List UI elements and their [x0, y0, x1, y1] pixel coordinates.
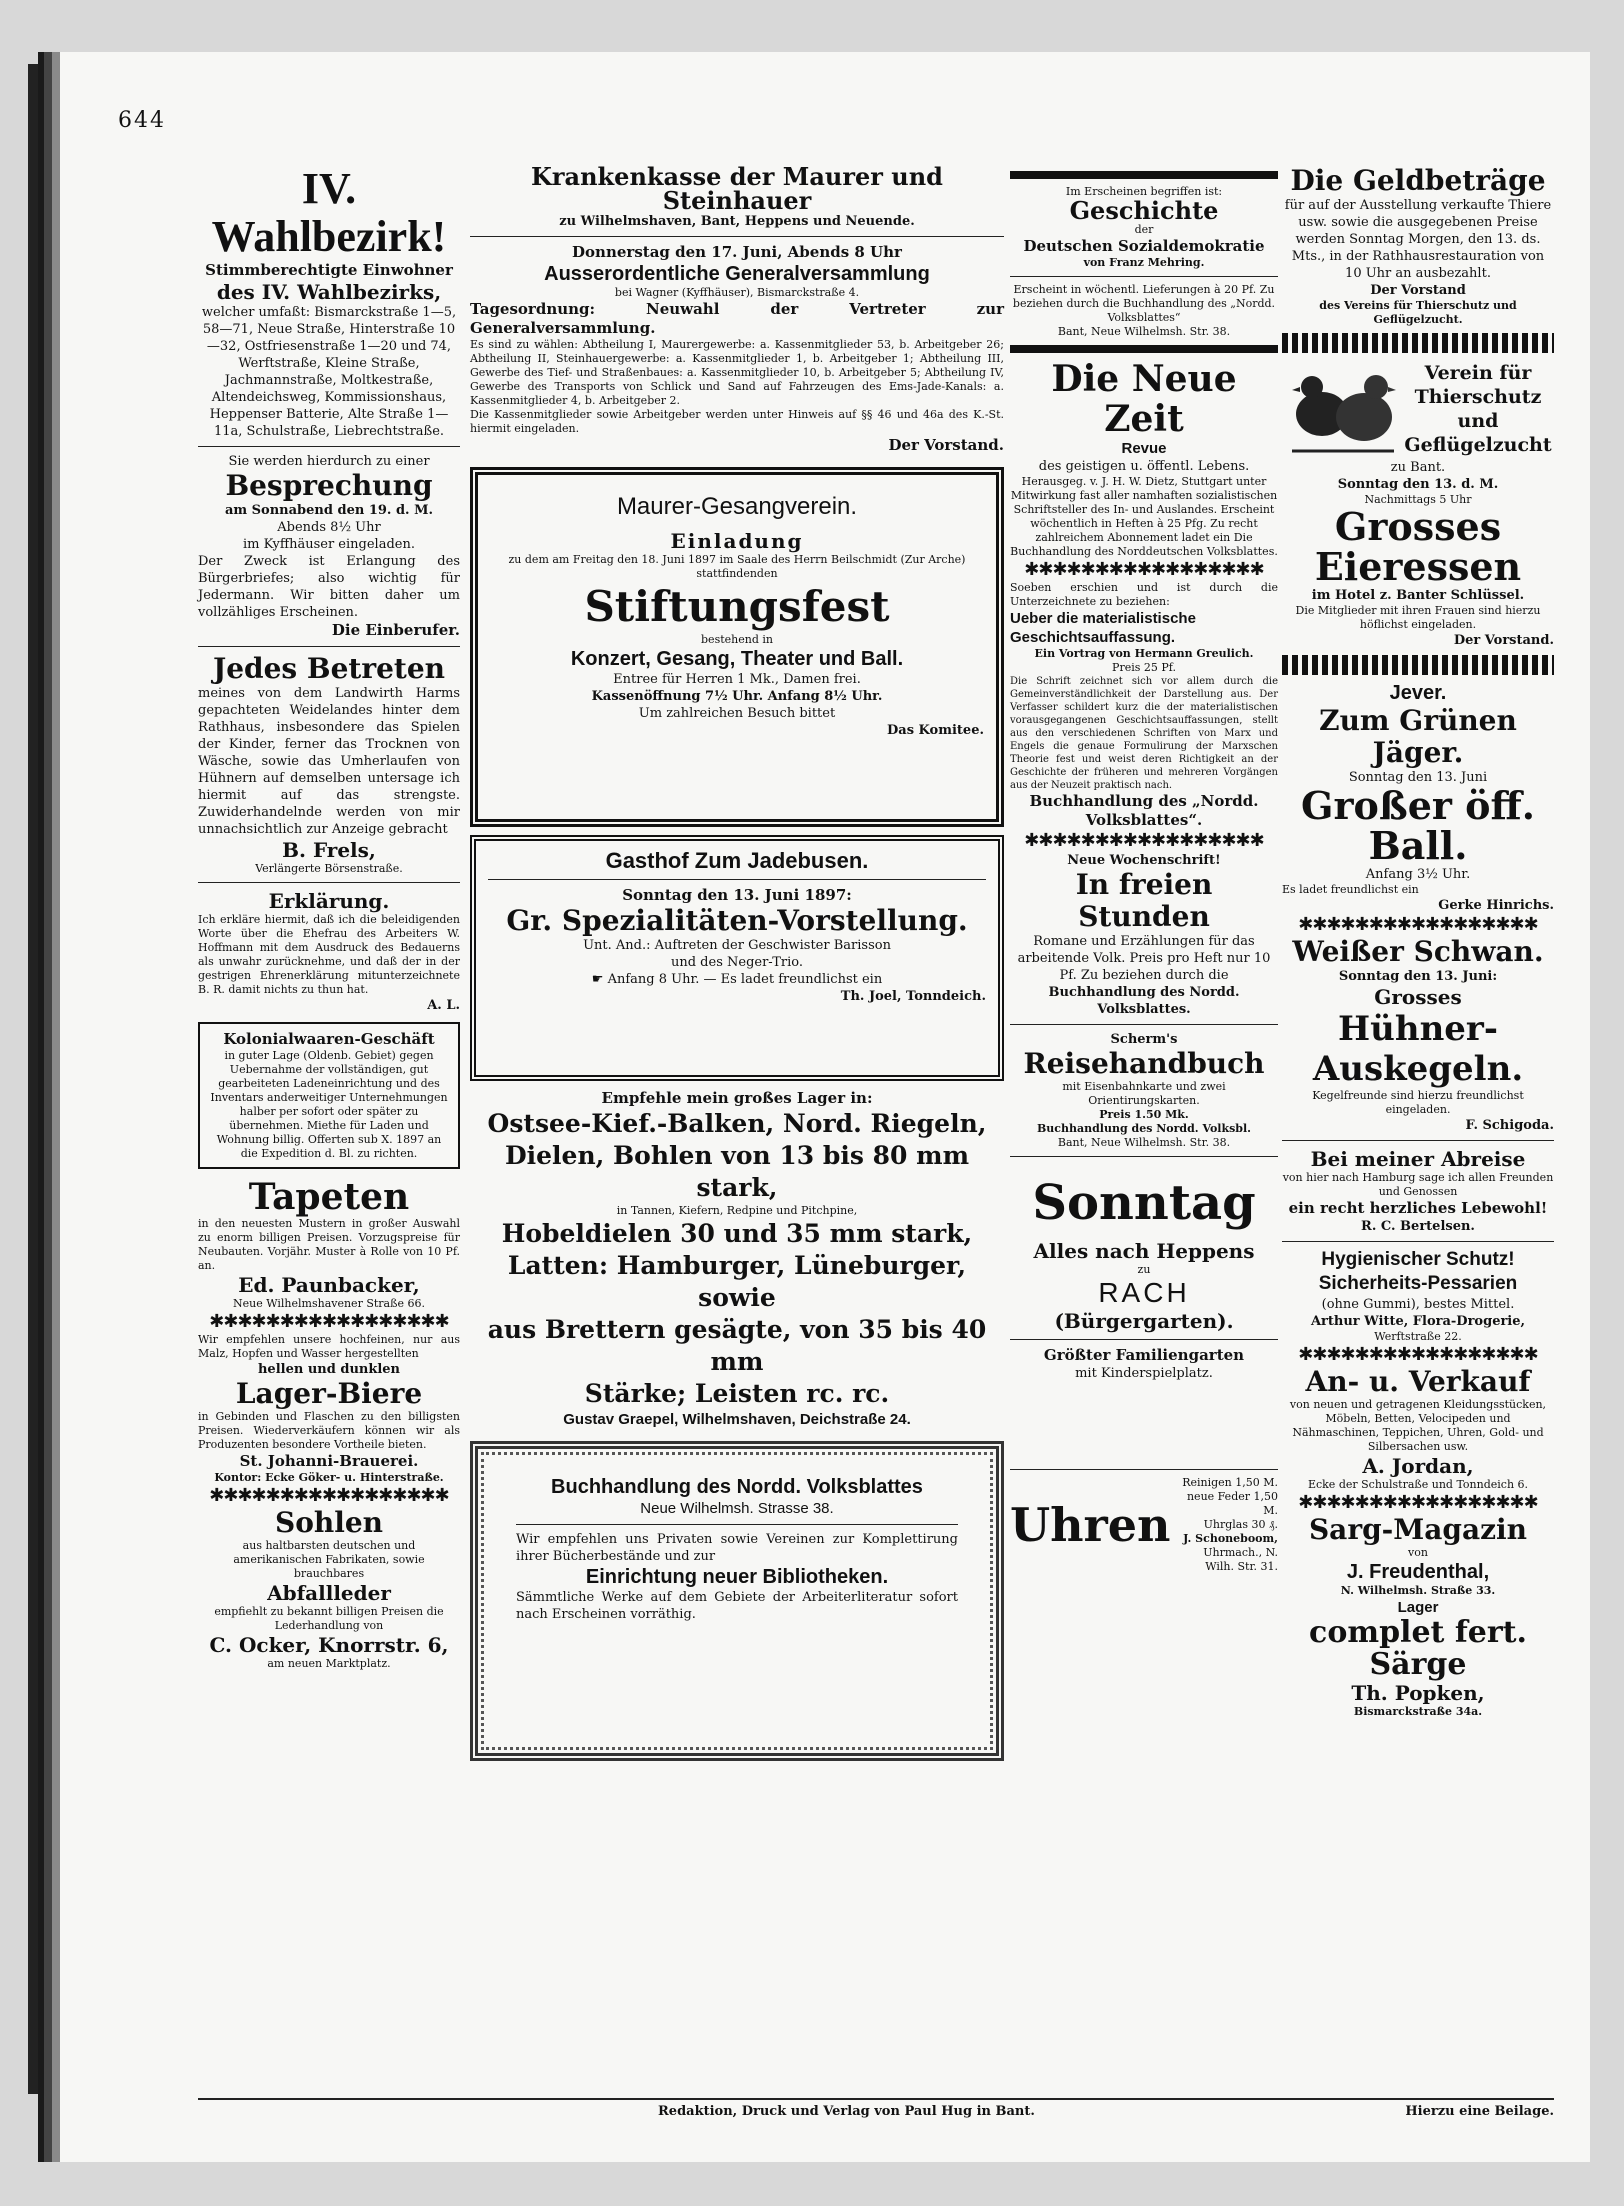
erkl-title: Erklärung. — [268, 889, 390, 913]
uh-sign: J. Schoneboom, — [1183, 1532, 1278, 1545]
abfall-body: empfiehlt zu bekannt billigen Preisen die Lederhandlung von — [214, 1605, 444, 1632]
sm-sign: J. Freudenthal, — [1346, 1561, 1490, 1583]
kk-sign: Der Vorstand. — [888, 436, 1004, 454]
kk-sub: zu Wilhelmshaven, Bant, Heppens und Neuende. — [559, 214, 915, 229]
holz-line-4: Hobeldielen 30 und 35 mm stark, — [501, 1219, 973, 1248]
ad-uhren — [1010, 1476, 1278, 1574]
holz-line-2: Dielen, Bohlen von 13 bis 80 mm stark, — [504, 1141, 970, 1202]
ab-sign: R. C. Bertelsen. — [1361, 1219, 1475, 1234]
ad-erklaerung — [198, 889, 460, 1014]
mg-time: Kassenöffnung 7½ Uhr. Anfang 8½ Uhr. — [591, 689, 883, 704]
so-title: Sonntag — [1032, 1175, 1256, 1231]
hy-addr: Werftstraße 22. — [1374, 1330, 1462, 1343]
fs-title: In freien Stunden — [1075, 868, 1213, 933]
sm-title: Sarg-Magazin — [1308, 1513, 1528, 1546]
tapeten-title: Tapeten — [248, 1176, 410, 1218]
ws-sign: F. Schigoda. — [1465, 1118, 1554, 1133]
sl-sign: Th. Popken, — [1351, 1681, 1485, 1705]
lager-sign: St. Johanni-Brauerei. — [239, 1452, 419, 1470]
ad-jever — [1282, 681, 1554, 914]
jv-event: Großer öff. Ball. — [1301, 783, 1535, 868]
binding-edge — [28, 64, 58, 2094]
wahl-sub1: Stimmberechtigte Einwohner — [205, 261, 453, 279]
ws-gross: Grosses — [1374, 985, 1462, 1009]
hy-title: Hygienischer Schutz! — [1321, 1249, 1515, 1270]
tapeten-body: in den neuesten Mustern in großer Auswahl zu enorm billigen Preisen. Vorzugspreise für Neubauten. Vorjähr. Muster à Rolle von 10 Pf. an. — [198, 1217, 460, 1272]
ad-gasthof-jadebusen — [470, 835, 1004, 1081]
ad-lagerbier — [198, 1333, 460, 1485]
sm-addr: N. Wilhelmsh. Straße 33. — [1340, 1584, 1496, 1597]
kk-agenda: Tagesordnung: Neuwahl der Vertreter zur Generalversammlung. — [470, 300, 1004, 337]
sl-addr: Bismarckstraße 34a. — [1353, 1705, 1483, 1718]
bh-title: Buchhandlung des Nordd. Volksblattes — [551, 1476, 923, 1498]
rh-sign: Buchhandlung des Nordd. Volksbl. — [1037, 1122, 1251, 1135]
uh-addr: Uhrmach., N. Wilh. Str. 31. — [1203, 1546, 1278, 1573]
gr-price: Preis 25 Pf. — [1112, 661, 1176, 674]
uh-line-2: neue Feder 1,50 M. — [1186, 1490, 1278, 1517]
gh-date: Sonntag den 13. Juni 1897: — [622, 886, 852, 904]
ad-an-verkauf — [1282, 1366, 1554, 1492]
wahl-invite: Sie werden hierdurch zu einer — [228, 454, 430, 469]
gh-sign: Th. Joel, Tonndeich. — [840, 989, 986, 1004]
ad-holz-graepel — [470, 1089, 1004, 1429]
rh-addr: Bant, Neue Wilhelmsh. Str. 38. — [1057, 1136, 1231, 1149]
gs-body: Erscheint in wöchentl. Lieferungen à 20 Pf. Zu beziehen durch die Buchhandlung des „Nordd. Volksblattes“ — [1012, 283, 1276, 324]
sm-von: von — [1408, 1546, 1428, 1559]
av-title: An- u. Verkauf — [1305, 1365, 1531, 1398]
ab-big: ein recht herzliches Lebewohl! — [1288, 1199, 1548, 1217]
besp-time: Abends 8½ Uhr — [277, 520, 381, 535]
mg-einladung: Einladung — [670, 529, 804, 553]
ad-abreise — [1282, 1147, 1554, 1235]
tv-body: Die Mitglieder mit ihren Frauen sind hierzu höflichst eingeladen. — [1295, 604, 1541, 631]
column-2 — [470, 162, 1004, 1761]
ws-body: Kegelfreunde sind hierzu freundlichst eingeladen. — [1312, 1089, 1524, 1116]
column-3 — [1010, 165, 1278, 1574]
kk-date: Donnerstag den 17. Juni, Abends 8 Uhr — [572, 243, 902, 261]
tapeten-sign: Ed. Paunbacker, — [238, 1273, 420, 1297]
bh-big: Einrichtung neuer Bibliotheken. — [585, 1566, 889, 1588]
ocker-addr: am neuen Marktplatz. — [267, 1657, 391, 1670]
kk-place: bei Wagner (Kyffhäuser), Bismarckstraße 4. — [614, 286, 860, 299]
rh-body: mit Eisenbahnkarte und zwei Orientirungskarten. — [1062, 1080, 1226, 1107]
pigeon-icon — [1282, 359, 1402, 459]
footer-imprint: Redaktion, Druck und Verlag von Paul Hug in Bant. — [658, 2104, 1035, 2119]
mg-entree: Entree für Herren 1 Mk., Damen frei. — [613, 672, 861, 687]
ad-sarg-magazin — [1282, 1514, 1554, 1719]
sohlen-body: aus haltbarsten deutschen und amerikanischen Fabrikaten, sowie brauchbares — [233, 1539, 425, 1580]
mg-body: zu dem am Freitag den 18. Juni 1897 im Saale des Herrn Beilschmidt (Zur Arche) stattfindenden — [508, 553, 966, 580]
sl-title: complet fert. Särge — [1309, 1615, 1527, 1682]
holz-line-1: Ostsee-Kief.-Balken, Nord. Riegeln, — [487, 1109, 987, 1138]
ws-title: Weißer Schwan. — [1292, 935, 1544, 968]
tv-date: Sonntag den 13. d. M. — [1337, 477, 1499, 492]
pointing-hand-icon: ☛ — [591, 972, 608, 987]
ab-title: Bei meiner Abreise — [1310, 1147, 1526, 1171]
sl-lager: Lager — [1397, 1599, 1439, 1616]
ad-greulich — [1010, 581, 1278, 830]
nz-sub: des geistigen u. öffentl. Lebens. — [1038, 459, 1250, 474]
gr-intro: Soeben erschien und ist durch die Unterzeichnete zu beziehen: — [1010, 581, 1278, 608]
mg-title: Maurer-Gesangverein. — [616, 493, 858, 520]
ad-maurer-gesangverein — [470, 467, 1004, 827]
ocker-sign: C. Ocker, Knorrstr. 6, — [209, 1633, 449, 1657]
ornament-stars: ✱✱✱✱✱✱✱✱✱✱✱✱✱✱✱✱✱ — [209, 1311, 449, 1332]
rh-price: Preis 1.50 Mk. — [1099, 1108, 1189, 1121]
gr-body: Die Schrift zeichnet sich vor allem durch die Gemeinverständlichkeit der Darstellung aus. Der Verfasser schildert kurz die der materialistischen vorausgegangenen Geschichtsauffassungen, stellt aus den verschiedenen Schriften von Marx und Engels die genaue Formulirung der Marxschen Theorie fest und weist deren Richtigkeit an der Geschichte der früheren und mehreren Vorgängen aus der Neuzeit praktisch nach. — [1010, 676, 1278, 791]
column-1 — [198, 165, 460, 1671]
column-4 — [1282, 165, 1554, 1719]
ornament-stars: ✱✱✱✱✱✱✱✱✱✱✱✱✱✱✱✱✱ — [1024, 559, 1264, 580]
abfall-title: Abfallleder — [267, 1581, 391, 1605]
ad-thierschutz — [1282, 359, 1554, 649]
jv-sign: Gerke Hinrichs. — [1438, 898, 1554, 913]
tv-place: zu Bant. — [1390, 460, 1446, 475]
wahl-body: welcher umfaßt: Bismarckstraße 1—5, 58—71, Neue Straße, Hinterstraße 10—32, Ostfriesenstraße 1—20 und 74, Werftstraße, Kleine Straße, Jachmannstraße, Moltkestraße, Altendeichsweg, Kommissionshaus, Heppenser Batterie, Alte Straße 1—11a, Schulstraße, Liebrechtstraße. — [201, 305, 457, 439]
lager-body: in Gebinden und Flaschen zu den billigsten Preisen. Wiederverkäufern können wir als Produzenten besondere Vortheile bieten. — [198, 1410, 460, 1451]
ornament-stars: ✱✱✱✱✱✱✱✱✱✱✱✱✱✱✱✱✱ — [1298, 1344, 1538, 1365]
ornament-band — [1282, 655, 1554, 675]
tv-sign: Der Vorstand. — [1453, 633, 1554, 648]
erkl-sign: A. L. — [427, 998, 460, 1013]
gs-addr: Bant, Neue Wilhelmsh. Str. 38. — [1057, 325, 1231, 338]
holz-line-6: aus Brettern gesägte, von 35 bis 40 mm — [487, 1315, 987, 1376]
so-garten: (Bürgergarten). — [1054, 1309, 1234, 1333]
nz-body: Herausgeg. v. J. H. W. Dietz, Stuttgart unter Mitwirkung fast aller namhaften sozialistischen Schriftsteller des In- und Auslandes. Erscheint wöchentlich in Heften à 25 Pfg. Zu recht zahlreichem Abonnement ladet ein Die Buchhandlung des Norddeutschen Volksblattes. — [1010, 475, 1278, 558]
jv-body: Es ladet freundlichst ein — [1282, 883, 1419, 896]
ad-neue-zeit — [1010, 359, 1278, 559]
mg-fest: Stiftungsfest — [584, 582, 890, 631]
ad-buchhandlung — [470, 1441, 1004, 1761]
av-body: von neuen und getragenen Kleidungsstücken, Möbeln, Betten, Velocipeden und Nähmaschinen, Teppichen, Uhren, Gold- und Silbersachen usw. — [1289, 1398, 1547, 1453]
ornament-stars: ✱✱✱✱✱✱✱✱✱✱✱✱✱✱✱✱✱ — [209, 1485, 449, 1506]
kk-title: Krankenkasse der Maurer und Steinhauer — [531, 162, 943, 215]
mg-best: bestehend in — [701, 633, 773, 646]
nz-revue: Revue — [1121, 440, 1167, 457]
hy-body: (ohne Gummi), bestes Mittel. — [1321, 1297, 1515, 1312]
ornament-stars: ✱✱✱✱✱✱✱✱✱✱✱✱✱✱✱✱✱ — [1298, 914, 1538, 935]
bh-body2: Sämmtliche Werke auf dem Gebiete der Arbeiterliteratur sofort nach Erscheinen vorräthig. — [516, 1590, 958, 1622]
besprechung-title: Besprechung — [225, 469, 433, 502]
ad-sonntag-rach — [1010, 1163, 1278, 1463]
kk-note: Die Kassenmitglieder sowie Arbeitgeber werden unter Hinweis auf §§ 46 und 46a des K.-St. hiermit eingeladen. — [470, 408, 1004, 435]
holz-line-3: in Tannen, Kiefern, Redpine und Pitchpine, — [616, 1204, 858, 1217]
tv-time: Nachmittags 5 Uhr — [1364, 493, 1472, 506]
wahl-sub2: des IV. Wahlbezirks, — [216, 280, 442, 304]
so-body2: mit Kinderspielplatz. — [1075, 1366, 1213, 1381]
gr-sign: Buchhandlung des „Nordd. Volksblattes“. — [1029, 792, 1259, 829]
fs-intro: Neue Wochenschrift! — [1067, 853, 1221, 868]
ad-reisehandbuch — [1010, 1031, 1278, 1150]
gs-intro: Im Erscheinen begriffen ist: — [1065, 185, 1223, 198]
gh-body3: ☛ Anfang 8 Uhr. — Es ladet freundlichst ein — [591, 972, 883, 987]
ab-body: von hier nach Hamburg sage ich allen Freunden und Genossen — [1282, 1171, 1554, 1198]
gb-sign2: des Vereins für Thierschutz und Geflügelzucht. — [1319, 299, 1517, 326]
nz-title: Die Neue Zeit — [1051, 358, 1237, 440]
erkl-body: Ich erkläre hiermit, daß ich die beleidigenden Worte über die Ehefrau des Arbeiters W. Hoffmann mit dem Ausdruck des Bedauerns als unwahr zurücknehme, und daß der in der gestrigen Ehrenerklärung mitunterzeichnete B. R. damit nichts zu thun hat. — [198, 913, 460, 996]
jv-name: Zum Grünen Jäger. — [1319, 704, 1517, 769]
ad-geschichte-sozialdemokratie — [1010, 185, 1278, 339]
gs-title: Geschichte — [1069, 196, 1219, 225]
gs-der: der — [1134, 223, 1154, 236]
ad-geldbetraege — [1282, 165, 1554, 327]
betreten-sign: B. Frels, — [282, 838, 376, 862]
holz-line-7: Stärke; Leisten rc. rc. — [584, 1379, 890, 1408]
rh-intro: Scherm's — [1110, 1032, 1178, 1047]
besp-place: im Kyffhäuser eingeladen. — [243, 537, 415, 552]
uh-line-1: Reinigen 1,50 M. — [1182, 1476, 1278, 1489]
besp-sign: Die Einberufer. — [331, 621, 460, 639]
jv-date: Sonntag den 13. Juni — [1348, 770, 1488, 785]
holz-intro: Empfehle mein großes Lager in: — [601, 1089, 873, 1107]
rh-title: Reisehandbuch — [1023, 1047, 1265, 1080]
jv-time: Anfang 3½ Uhr. — [1365, 867, 1471, 882]
ornament-band — [1282, 333, 1554, 353]
hy-sub: Sicherheits-Pessarien — [1318, 1273, 1518, 1294]
jv-title: Jever. — [1389, 682, 1447, 704]
tv-event: Grosses Eieressen — [1314, 504, 1522, 589]
mg-sign: Das Komitee. — [887, 723, 984, 738]
ornament-stars: ✱✱✱✱✱✱✱✱✱✱✱✱✱✱✱✱✱ — [1024, 830, 1264, 851]
lager-addr: Kontor: Ecke Göker- u. Hinterstraße. — [214, 1471, 444, 1484]
ornament-stars: ✱✱✱✱✱✱✱✱✱✱✱✱✱✱✱✱✱ — [1298, 1492, 1538, 1513]
tapeten-addr: Neue Wilhelmshavener Straße 66. — [233, 1297, 425, 1310]
gr-author: Ein Vortrag von Hermann Greulich. — [1034, 647, 1254, 660]
betreten-body: meines von dem Landwirth Harms gepachteten Weidelandes hinter dem Rathhaus, insbesondere das Spielen der Kinder, ferner das Trocknen von Wäsche, sowie das Umherlaufen von Hühnern auf demselben untersage ich hiermit auf das strengste. Zuwiderhandelnde werden von mir unnachsichtlich zur Anzeige gebracht — [198, 686, 460, 837]
av-sign: A. Jordan, — [1362, 1454, 1474, 1478]
gh-body2: und des Neger-Trio. — [670, 955, 804, 970]
gb-title: Die Geldbeträge — [1290, 164, 1546, 197]
bh-addr: Neue Wilhelmsh. Strasse 38. — [640, 1500, 834, 1517]
gs-author: von Franz Mehring. — [1083, 256, 1205, 269]
kk-event: Ausserordentliche Generalversammlung — [544, 263, 930, 285]
uh-line-3: Uhrglas 30 ₰. — [1203, 1518, 1278, 1531]
lager-intro: Wir empfehlen unsere hochfeinen, nur aus Malz, Hopfen und Wasser hergestellten — [198, 1333, 460, 1360]
gb-sign: Der Vorstand — [1370, 283, 1466, 298]
hy-sign: Arthur Witte, Flora-Drogerie, — [1310, 1314, 1526, 1329]
so-body: Größter Familiengarten — [1043, 1346, 1245, 1364]
so-rach: RACH — [1098, 1277, 1190, 1308]
fs-body: Romane und Erzählungen für das arbeitende Volk. Preis pro Heft nur 10 Pf. Zu beziehen durch die — [1017, 934, 1271, 983]
gs-sub: Deutschen Sozialdemokratie — [1023, 237, 1265, 255]
lager-mid: hellen und dunklen — [257, 1362, 401, 1377]
so-sub: Alles nach Heppens — [1033, 1239, 1255, 1263]
ad-freie-stunden — [1010, 852, 1278, 1018]
ad-krankenkasse — [470, 162, 1004, 455]
so-zu: zu — [1137, 1263, 1151, 1276]
gb-body: für auf der Ausstellung verkaufte Thiere usw. sowie die ausgegebenen Preise werden Sonntag Morgen, den 13. ds. Mts., in der Rathhausrestauration von 10 Uhr an ausbezahlt. — [1284, 198, 1552, 281]
mg-prog: Konzert, Gesang, Theater und Ball. — [570, 648, 904, 670]
besp-body: Der Zweck ist Erlangung des Bürgerbriefes; also wichtig für Jedermann. Wir bitten daher um vollzähliges Erscheinen. — [198, 554, 460, 620]
mg-bitte: Um zahlreichen Besuch bittet — [638, 706, 836, 721]
betreten-addr: Verlängerte Börsenstraße. — [255, 862, 403, 875]
betreten-title: Jedes Betreten — [212, 652, 446, 685]
ad-sohlen — [198, 1507, 460, 1671]
ad-tapeten — [198, 1177, 460, 1311]
kolonial-body: in guter Lage (Oldenb. Gebiet) gegen Uebernahme der vollständigen, gut gearbeiteten Ladeneinrichtung und des Inventars anderweitiger Unternehmungen halber per sofort oder später zu übernehmen. Miethe für Laden und Wohnung billig. Offerten sub X. 1897 an die Expedition d. Bl. zu richten. — [210, 1049, 448, 1160]
sohlen-title: Sohlen — [274, 1506, 384, 1539]
footer-beilage: Hierzu eine Beilage. — [1405, 2104, 1554, 2119]
gr-title: Ueber die materialistische Geschichtsauffassung. — [1010, 610, 1196, 646]
tv-title: Verein für Thierschutz und Geflügelzucht — [1404, 362, 1552, 456]
lager-title: Lager-Biere — [235, 1377, 423, 1410]
ad-kolonial — [198, 1022, 460, 1169]
ad-weisser-schwan — [1282, 936, 1554, 1134]
gh-event: Gr. Spezialitäten-Vorstellung. — [506, 904, 968, 937]
bh-body1: Wir empfehlen uns Privaten sowie Vereinen zur Komplettirung ihrer Bücherbestände und zur — [516, 1532, 958, 1564]
holz-line-5: Latten: Hamburger, Lüneburger, sowie — [507, 1251, 967, 1312]
ws-event: Hühner-Auskegeln. — [1312, 1009, 1524, 1089]
ws-date: Sonntag den 13. Juni: — [1338, 969, 1498, 984]
besp-date: am Sonnabend den 19. d. M. — [224, 503, 434, 518]
footer — [198, 2098, 1554, 2119]
kk-wahl: Es sind zu wählen: Abtheilung I, Maurergewerbe: a. Kassenmitglieder 53, b. Arbeitgeber 26; Abtheilung II, Steinhauergewerbe: a. Kassenmitglieder 1, b. Arbeitgeber 1; Abtheilung III, Gewerbe des Tief- und Straßenbaues: a. Kassenmitglieder 10, b. Arbeitgeber 5; Abtheilung IV, Gewerbe des Transports von Schlick und Sand auf Fahrzeugen des Ems-Jade-Kanals: a. Kassenmitglieder 4, b. Arbeitgeber 2. — [470, 338, 1004, 407]
kolonial-title: Kolonialwaaren-Geschäft — [223, 1030, 435, 1048]
ad-hygienischer-schutz — [1282, 1248, 1554, 1344]
av-addr: Ecke der Schulstraße und Tonndeich 6. — [1307, 1478, 1529, 1491]
ad-betreten — [198, 653, 460, 876]
uh-title: Uhren — [1010, 1498, 1171, 1552]
holz-sign: Gustav Graepel, Wilhelmshaven, Deichstraße 24. — [563, 1411, 911, 1428]
ad-wahlbezirk — [198, 165, 460, 640]
tv-loc: im Hotel z. Banter Schlüssel. — [1311, 588, 1525, 603]
page-number: 644 — [118, 108, 166, 133]
fs-sign: Buchhandlung des Nordd. Volksblattes. — [1048, 985, 1240, 1017]
wahl-title: IV. Wahlbezirk! — [211, 164, 447, 261]
gh-title: Gasthof Zum Jadebusen. — [605, 848, 869, 873]
gh-body1: Unt. And.: Auftreten der Geschwister Barisson — [583, 938, 891, 953]
